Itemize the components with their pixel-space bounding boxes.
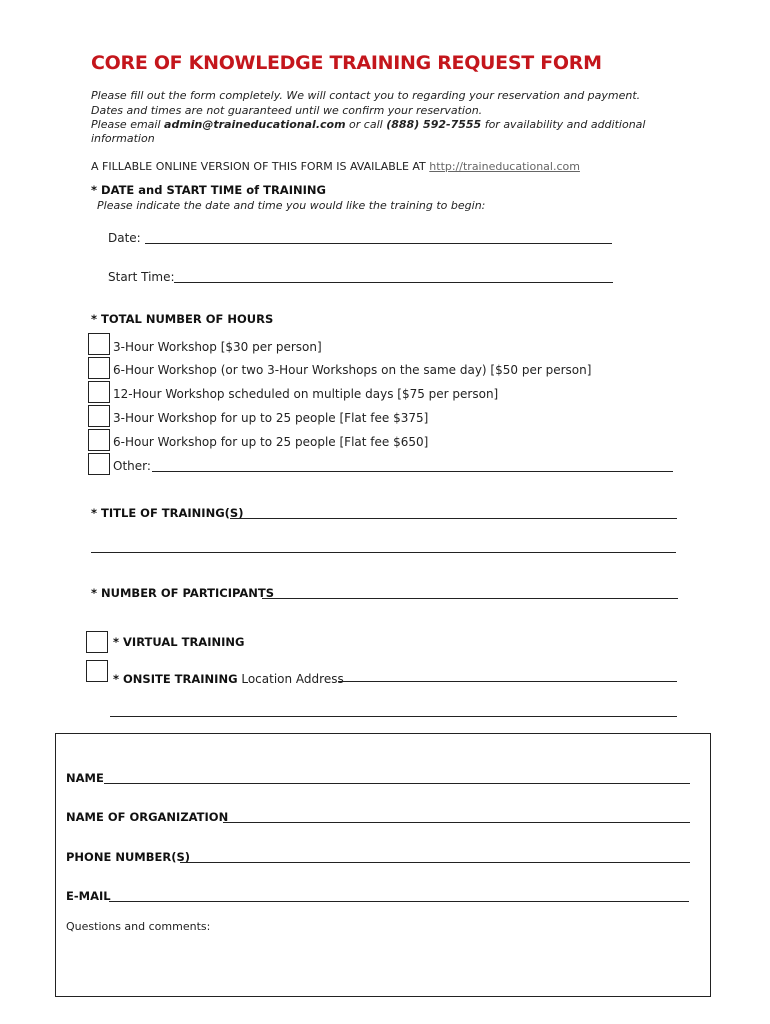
onsite-training-title: * ONSITE TRAINING xyxy=(113,672,238,686)
start-time-label: Start Time: xyxy=(108,270,175,284)
comments-label: Questions and comments: xyxy=(66,920,211,933)
intro-line-1: Please fill out the form completely. We will contact you to regarding your reservation and payment. xyxy=(91,89,641,102)
hours-option-other-label: Other: xyxy=(113,459,151,473)
intro-mid: or call xyxy=(345,118,387,131)
onsite-address-field-line-2[interactable] xyxy=(110,716,677,717)
onsite-address-field[interactable] xyxy=(338,681,677,682)
hours-option-4-label: 3-Hour Workshop for up to 25 people [Flat fee $375] xyxy=(113,411,429,425)
form-title: CORE OF KNOWLEDGE TRAINING REQUEST FORM xyxy=(91,52,602,74)
training-title-field-line-2[interactable] xyxy=(91,552,676,553)
comments-area[interactable] xyxy=(66,938,696,990)
hours-heading: * TOTAL NUMBER OF HOURS xyxy=(91,312,274,326)
name-field[interactable] xyxy=(104,783,690,784)
phone-label: PHONE NUMBER(S) xyxy=(66,850,190,864)
onsite-training-label xyxy=(113,668,344,687)
date-heading: * DATE and START TIME of TRAINING xyxy=(91,183,326,197)
organization-field[interactable] xyxy=(223,822,690,823)
intro-suffix: for availability and additional xyxy=(481,118,646,131)
participants-label: * NUMBER OF PARTICIPANTS xyxy=(91,586,275,600)
hours-option-1-checkbox[interactable] xyxy=(88,333,110,355)
date-label: Date: xyxy=(108,231,141,245)
start-time-field[interactable] xyxy=(174,282,613,283)
intro-line-4: information xyxy=(91,132,155,145)
contact-phone: (888) 592-7555 xyxy=(386,118,482,131)
phone-field[interactable] xyxy=(180,862,690,863)
hours-option-5-checkbox[interactable] xyxy=(88,429,110,451)
date-field[interactable] xyxy=(145,243,612,244)
fillable-link[interactable]: http://traineducational.com xyxy=(429,160,580,173)
participants-field[interactable] xyxy=(262,598,678,599)
intro-line-3 xyxy=(91,118,645,131)
virtual-training-checkbox[interactable] xyxy=(86,631,108,653)
hours-option-2-label: 6-Hour Workshop (or two 3-Hour Workshops on the same day) [$50 per person] xyxy=(113,363,592,377)
name-label: NAME xyxy=(66,771,104,785)
intro-line-2: Dates and times are not guaranteed until we confirm your reservation. xyxy=(91,104,483,117)
organization-label: NAME OF ORGANIZATION xyxy=(66,810,229,824)
hours-option-1-label: 3-Hour Workshop [$30 per person] xyxy=(113,340,322,354)
hours-option-other-checkbox[interactable] xyxy=(88,453,110,475)
date-instruction: Please indicate the date and time you would like the training to begin: xyxy=(97,199,486,212)
fillable-text: A FILLABLE ONLINE VERSION OF THIS FORM IS AVAILABLE AT xyxy=(91,160,430,173)
other-field[interactable] xyxy=(152,471,673,472)
hours-option-3-checkbox[interactable] xyxy=(88,381,110,403)
intro-email-prefix: Please email xyxy=(91,118,165,131)
virtual-training-label: * VIRTUAL TRAINING xyxy=(113,635,245,649)
fillable-notice xyxy=(91,160,580,173)
hours-option-4-checkbox[interactable] xyxy=(88,405,110,427)
email-label: E-MAIL xyxy=(66,889,111,903)
training-title-field[interactable] xyxy=(230,518,677,519)
hours-option-3-label: 12-Hour Workshop scheduled on multiple days [$75 per person] xyxy=(113,387,499,401)
onsite-training-checkbox[interactable] xyxy=(86,660,108,682)
training-title-label: * TITLE OF TRAINING(S) xyxy=(91,506,244,520)
hours-option-5-label: 6-Hour Workshop for up to 25 people [Flat fee $650] xyxy=(113,435,429,449)
hours-option-2-checkbox[interactable] xyxy=(88,357,110,379)
contact-email[interactable]: admin@traineducational.com xyxy=(164,118,346,131)
email-field[interactable] xyxy=(109,901,689,902)
onsite-address-label: Location Address xyxy=(237,672,344,686)
